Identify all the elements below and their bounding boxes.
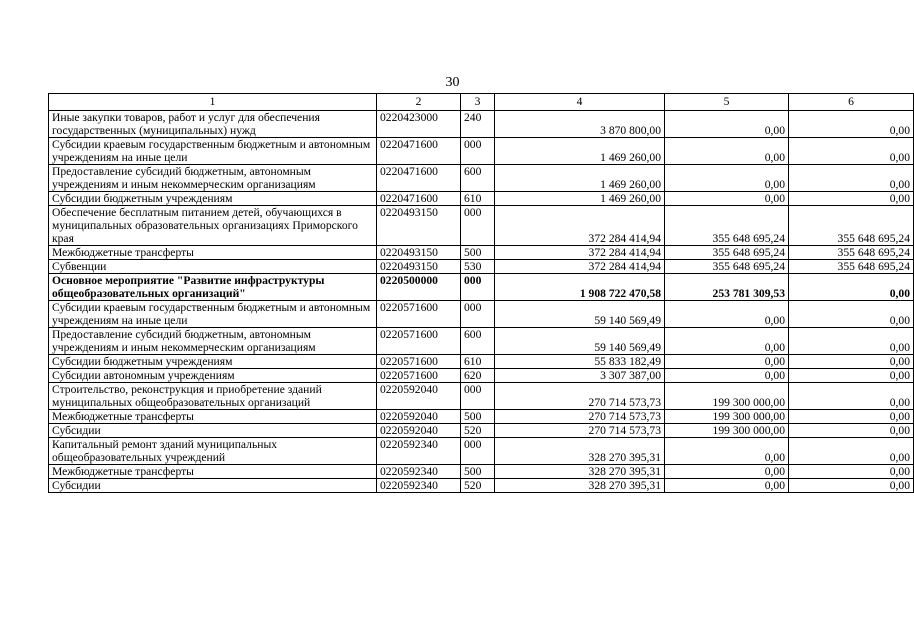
row-value-col4: 1 469 260,00 — [495, 192, 665, 206]
row-value-col6: 0,00 — [789, 274, 914, 301]
table-row — [49, 246, 914, 260]
row-value-col4: 1 469 260,00 — [495, 165, 665, 192]
row-name: Субсидии бюджетным учреждениям — [49, 355, 377, 369]
row-kind: 600 — [461, 165, 495, 192]
row-value-col5: 0,00 — [665, 355, 789, 369]
row-value-col6: 0,00 — [789, 465, 914, 479]
row-kind: 530 — [461, 260, 495, 274]
row-value-col5: 199 300 000,00 — [665, 383, 789, 410]
row-name: Основное мероприятие "Развитие инфраструктуры общеобразовательных организаций" — [49, 274, 377, 301]
row-code: 0220592340 — [377, 465, 461, 479]
table-row — [49, 260, 914, 274]
row-code: 0220471600 — [377, 138, 461, 165]
row-value-col6: 0,00 — [789, 424, 914, 438]
row-kind: 610 — [461, 355, 495, 369]
row-value-col4: 328 270 395,31 — [495, 438, 665, 465]
table-row — [49, 479, 914, 493]
row-code: 0220471600 — [377, 192, 461, 206]
row-kind: 500 — [461, 246, 495, 260]
table-row — [49, 328, 914, 355]
row-value-col5: 0,00 — [665, 465, 789, 479]
row-value-col6: 0,00 — [789, 111, 914, 138]
column-header: 2 — [377, 94, 461, 111]
row-value-col5: 355 648 695,24 — [665, 246, 789, 260]
row-name: Субсидии автономным учреждениям — [49, 369, 377, 383]
row-name: Межбюджетные трансферты — [49, 465, 377, 479]
row-name: Строительство, реконструкция и приобретение зданий муниципальных общеобразовательных организаций — [49, 383, 377, 410]
row-name: Субсидии — [49, 424, 377, 438]
table-row — [49, 424, 914, 438]
row-code: 0220592040 — [377, 383, 461, 410]
row-kind: 520 — [461, 479, 495, 493]
row-code: 0220571600 — [377, 328, 461, 355]
row-code: 0220592040 — [377, 410, 461, 424]
row-value-col4: 55 833 182,49 — [495, 355, 665, 369]
row-name: Субвенции — [49, 260, 377, 274]
table-row — [49, 165, 914, 192]
column-header: 4 — [495, 94, 665, 111]
row-name: Предоставление субсидий бюджетным, автономным учреждениям и иным некоммерческим организациям — [49, 328, 377, 355]
row-kind: 600 — [461, 328, 495, 355]
row-name: Субсидии краевым государственным бюджетным и автономным учреждениям на иные цели — [49, 138, 377, 165]
column-header: 3 — [461, 94, 495, 111]
row-kind: 500 — [461, 465, 495, 479]
column-header: 6 — [789, 94, 914, 111]
row-name: Межбюджетные трансферты — [49, 410, 377, 424]
row-value-col4: 270 714 573,73 — [495, 424, 665, 438]
row-kind: 000 — [461, 138, 495, 165]
row-value-col5: 0,00 — [665, 165, 789, 192]
table-row — [49, 111, 914, 138]
row-value-col5: 0,00 — [665, 438, 789, 465]
row-code: 0220493150 — [377, 260, 461, 274]
row-code: 0220471600 — [377, 165, 461, 192]
row-name: Субсидии краевым государственным бюджетным и автономным учреждениям на иные цели — [49, 301, 377, 328]
row-value-col4: 1 469 260,00 — [495, 138, 665, 165]
row-value-col4: 270 714 573,73 — [495, 410, 665, 424]
row-value-col5: 0,00 — [665, 111, 789, 138]
row-value-col6: 0,00 — [789, 192, 914, 206]
row-name: Субсидии — [49, 479, 377, 493]
row-kind: 000 — [461, 274, 495, 301]
row-kind: 000 — [461, 438, 495, 465]
table-row — [49, 138, 914, 165]
row-value-col4: 372 284 414,94 — [495, 260, 665, 274]
table-header — [49, 94, 914, 111]
row-value-col5: 199 300 000,00 — [665, 424, 789, 438]
row-value-col6: 0,00 — [789, 355, 914, 369]
row-code: 0220493150 — [377, 246, 461, 260]
row-kind: 520 — [461, 424, 495, 438]
row-value-col4: 328 270 395,31 — [495, 465, 665, 479]
row-value-col6: 0,00 — [789, 369, 914, 383]
table-row — [49, 206, 914, 246]
row-value-col5: 0,00 — [665, 301, 789, 328]
budget-table — [48, 93, 914, 493]
row-value-col4: 59 140 569,49 — [495, 301, 665, 328]
row-value-col6: 0,00 — [789, 438, 914, 465]
row-value-col5: 199 300 000,00 — [665, 410, 789, 424]
row-value-col4: 372 284 414,94 — [495, 246, 665, 260]
table-row — [49, 369, 914, 383]
row-value-col6: 355 648 695,24 — [789, 260, 914, 274]
row-name: Субсидии бюджетным учреждениям — [49, 192, 377, 206]
row-value-col4: 1 908 722 470,58 — [495, 274, 665, 301]
table-row — [49, 355, 914, 369]
row-code: 0220571600 — [377, 355, 461, 369]
row-name: Межбюджетные трансферты — [49, 246, 377, 260]
row-value-col4: 3 307 387,00 — [495, 369, 665, 383]
row-name: Капитальный ремонт зданий муниципальных общеобразовательных учреждений — [49, 438, 377, 465]
table-row — [49, 465, 914, 479]
row-value-col5: 355 648 695,24 — [665, 206, 789, 246]
row-code: 0220571600 — [377, 369, 461, 383]
row-value-col5: 0,00 — [665, 369, 789, 383]
header-row — [49, 94, 914, 111]
table-row — [49, 410, 914, 424]
row-value-col4: 59 140 569,49 — [495, 328, 665, 355]
row-value-col5: 0,00 — [665, 138, 789, 165]
row-kind: 500 — [461, 410, 495, 424]
row-value-col6: 355 648 695,24 — [789, 246, 914, 260]
row-name: Иные закупки товаров, работ и услуг для обеспечения государственных (муниципальных) нужд — [49, 111, 377, 138]
row-code: 0220493150 — [377, 206, 461, 246]
row-value-col6: 0,00 — [789, 383, 914, 410]
table-row — [49, 274, 914, 301]
row-value-col5: 253 781 309,53 — [665, 274, 789, 301]
row-value-col6: 0,00 — [789, 138, 914, 165]
row-value-col4: 270 714 573,73 — [495, 383, 665, 410]
row-value-col6: 0,00 — [789, 410, 914, 424]
row-kind: 620 — [461, 369, 495, 383]
row-kind: 000 — [461, 383, 495, 410]
row-value-col6: 355 648 695,24 — [789, 206, 914, 246]
row-kind: 240 — [461, 111, 495, 138]
row-name: Обеспечение бесплатным питанием детей, обучающихся в муниципальных образовательных организациях Приморского края — [49, 206, 377, 246]
row-kind: 000 — [461, 301, 495, 328]
row-value-col6: 0,00 — [789, 479, 914, 493]
row-value-col4: 328 270 395,31 — [495, 479, 665, 493]
table-row — [49, 383, 914, 410]
table-row — [49, 192, 914, 206]
page-number: 30 — [445, 75, 460, 90]
row-value-col4: 372 284 414,94 — [495, 206, 665, 246]
table-body — [49, 111, 914, 493]
row-code: 0220500000 — [377, 274, 461, 301]
table-row — [49, 438, 914, 465]
row-value-col6: 0,00 — [789, 165, 914, 192]
row-code: 0220592040 — [377, 424, 461, 438]
row-code: 0220571600 — [377, 301, 461, 328]
row-value-col5: 0,00 — [665, 479, 789, 493]
row-value-col5: 355 648 695,24 — [665, 260, 789, 274]
row-kind: 610 — [461, 192, 495, 206]
row-code: 0220592340 — [377, 479, 461, 493]
column-header: 5 — [665, 94, 789, 111]
row-value-col6: 0,00 — [789, 328, 914, 355]
row-kind: 000 — [461, 206, 495, 246]
row-value-col5: 0,00 — [665, 328, 789, 355]
row-name: Предоставление субсидий бюджетным, автономным учреждениям и иным некоммерческим организациям — [49, 165, 377, 192]
row-value-col5: 0,00 — [665, 192, 789, 206]
row-value-col6: 0,00 — [789, 301, 914, 328]
table-row — [49, 301, 914, 328]
row-code: 0220592340 — [377, 438, 461, 465]
row-value-col4: 3 870 800,00 — [495, 111, 665, 138]
row-code: 0220423000 — [377, 111, 461, 138]
column-header: 1 — [49, 94, 377, 111]
